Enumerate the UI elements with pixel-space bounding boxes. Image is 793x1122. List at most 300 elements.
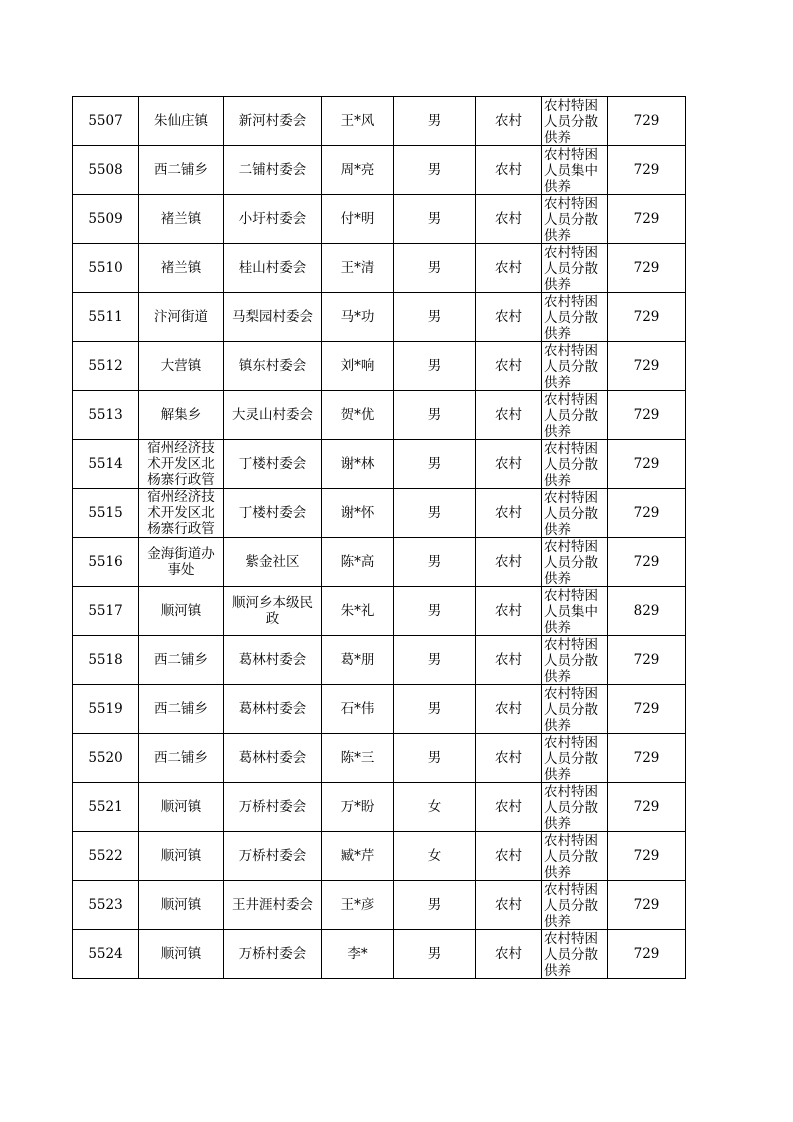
person-name-cell [322, 146, 394, 195]
village-committee-cell-text: 紫金社区 [245, 554, 300, 570]
town-cell-text: 顺河镇 [160, 603, 202, 619]
table-row [73, 587, 686, 636]
gender-cell [394, 293, 476, 342]
record-number-cell-text: 5509 [88, 211, 123, 227]
village-committee-cell-text: 葛林村委会 [238, 750, 307, 766]
support-type-cell-text: 农村特困人员分散供养 [544, 98, 598, 144]
town-cell-text: 褚兰镇 [160, 260, 202, 276]
record-number-cell-text: 5519 [88, 701, 123, 717]
record-number-cell-text: 5516 [88, 554, 123, 570]
household-area-cell [476, 930, 542, 979]
household-area-cell-text: 农村 [495, 897, 522, 913]
household-area-cell-text: 农村 [495, 946, 522, 962]
support-type-cell-text: 农村特困人员分散供养 [544, 931, 598, 977]
support-type-cell-text: 农村特困人员分散供养 [544, 539, 598, 585]
amount-cell [608, 930, 686, 979]
gender-cell-text: 男 [427, 456, 442, 472]
household-area-cell [476, 440, 542, 489]
support-type-cell-text: 农村特困人员分散供养 [544, 490, 598, 536]
village-committee-cell [224, 832, 322, 881]
table-row [73, 440, 686, 489]
household-area-cell [476, 538, 542, 587]
amount-cell [608, 489, 686, 538]
town-cell [139, 489, 224, 538]
gender-cell-text: 女 [427, 848, 442, 864]
person-name-cell-text: 谢*林 [340, 456, 375, 472]
amount-cell-text: 729 [633, 211, 660, 227]
record-number-cell [73, 685, 139, 734]
amount-cell-text: 729 [633, 897, 660, 913]
village-committee-cell [224, 930, 322, 979]
household-area-cell [476, 146, 542, 195]
household-area-cell-text: 农村 [495, 358, 522, 374]
household-area-cell [476, 489, 542, 538]
amount-cell [608, 244, 686, 293]
town-cell [139, 391, 224, 440]
amount-cell-text: 729 [633, 848, 660, 864]
village-committee-cell-text: 二铺村委会 [238, 162, 307, 178]
village-committee-cell [224, 146, 322, 195]
village-committee-cell-text: 马梨园村委会 [232, 309, 313, 325]
town-cell [139, 538, 224, 587]
support-type-cell-text: 农村特困人员集中供养 [544, 147, 598, 193]
record-number-cell-text: 5507 [88, 113, 123, 129]
person-name-cell-text: 臧*芹 [340, 848, 375, 864]
village-committee-cell [224, 342, 322, 391]
village-committee-cell [224, 293, 322, 342]
record-number-cell [73, 342, 139, 391]
support-type-cell [542, 734, 608, 783]
person-name-cell [322, 636, 394, 685]
table-row [73, 538, 686, 587]
household-area-cell [476, 391, 542, 440]
amount-cell [608, 195, 686, 244]
support-type-cell [542, 783, 608, 832]
gender-cell-text: 男 [427, 897, 442, 913]
amount-cell-text: 729 [633, 701, 660, 717]
household-area-cell [476, 783, 542, 832]
gender-cell-text: 男 [427, 652, 442, 668]
table-row [73, 391, 686, 440]
town-cell [139, 783, 224, 832]
amount-cell [608, 881, 686, 930]
household-area-cell-text: 农村 [495, 750, 522, 766]
household-area-cell [476, 342, 542, 391]
town-cell-text: 大营镇 [160, 358, 202, 374]
record-number-cell [73, 587, 139, 636]
support-type-cell-text: 农村特困人员分散供养 [544, 196, 598, 242]
person-name-cell [322, 587, 394, 636]
village-committee-cell-text: 万桥村委会 [238, 799, 307, 815]
amount-cell [608, 97, 686, 146]
person-name-cell [322, 734, 394, 783]
amount-cell [608, 783, 686, 832]
household-area-cell-text: 农村 [495, 603, 522, 619]
support-type-cell [542, 881, 608, 930]
town-cell [139, 587, 224, 636]
record-number-cell-text: 5511 [88, 309, 123, 325]
town-cell-text: 褚兰镇 [160, 211, 202, 227]
support-type-cell-text: 农村特困人员分散供养 [544, 882, 598, 928]
village-committee-cell [224, 195, 322, 244]
person-name-cell-text: 王*清 [340, 260, 375, 276]
gender-cell-text: 男 [427, 407, 442, 423]
amount-cell [608, 146, 686, 195]
table-row [73, 342, 686, 391]
town-cell [139, 293, 224, 342]
person-name-cell [322, 342, 394, 391]
gender-cell-text: 男 [427, 750, 442, 766]
table-row [73, 832, 686, 881]
support-type-cell [542, 636, 608, 685]
village-committee-cell-text: 葛林村委会 [238, 652, 307, 668]
town-cell [139, 342, 224, 391]
town-cell [139, 440, 224, 489]
village-committee-cell-text: 葛林村委会 [238, 701, 307, 717]
gender-cell [394, 881, 476, 930]
record-number-cell-text: 5517 [88, 603, 123, 619]
record-number-cell-text: 5523 [88, 897, 123, 913]
record-number-cell-text: 5520 [88, 750, 123, 766]
household-area-cell-text: 农村 [495, 652, 522, 668]
household-area-cell [476, 195, 542, 244]
amount-cell [608, 587, 686, 636]
gender-cell-text: 男 [427, 358, 442, 374]
support-type-cell [542, 440, 608, 489]
record-number-cell-text: 5510 [88, 260, 123, 276]
household-area-cell-text: 农村 [495, 407, 522, 423]
person-name-cell-text: 万*盼 [340, 799, 375, 815]
support-type-cell-text: 农村特困人员分散供养 [544, 735, 598, 781]
town-cell [139, 97, 224, 146]
table-row [73, 734, 686, 783]
amount-cell-text: 729 [633, 260, 660, 276]
household-area-cell-text: 农村 [495, 162, 522, 178]
person-name-cell-text: 谢*怀 [340, 505, 375, 521]
table-row [73, 97, 686, 146]
person-name-cell-text: 马*功 [340, 309, 375, 325]
gender-cell [394, 636, 476, 685]
support-type-cell-text: 农村特困人员分散供养 [544, 833, 598, 879]
person-name-cell-text: 石*伟 [340, 701, 375, 717]
person-name-cell-text: 朱*礼 [340, 603, 375, 619]
support-type-cell-text: 农村特困人员分散供养 [544, 245, 598, 291]
town-cell-text: 顺河镇 [160, 848, 202, 864]
amount-cell [608, 636, 686, 685]
record-number-cell-text: 5508 [88, 162, 123, 178]
person-name-cell-text: 葛*朋 [340, 652, 375, 668]
support-type-cell-text: 农村特困人员分散供养 [544, 686, 598, 732]
person-name-cell [322, 783, 394, 832]
household-area-cell [476, 832, 542, 881]
person-name-cell [322, 685, 394, 734]
record-number-cell [73, 489, 139, 538]
person-name-cell [322, 391, 394, 440]
village-committee-cell-text: 万桥村委会 [238, 946, 307, 962]
household-area-cell-text: 农村 [495, 456, 522, 472]
town-cell-text: 西二铺乡 [154, 701, 208, 717]
gender-cell-text: 女 [427, 799, 442, 815]
gender-cell [394, 244, 476, 293]
record-number-cell [73, 783, 139, 832]
support-type-cell [542, 97, 608, 146]
gender-cell [394, 195, 476, 244]
table-row [73, 293, 686, 342]
household-area-cell-text: 农村 [495, 554, 522, 570]
town-cell-text: 宿州经济技术开发区北杨寨行政管 [147, 440, 215, 488]
amount-cell-text: 829 [633, 603, 660, 619]
table-row [73, 783, 686, 832]
support-type-cell [542, 342, 608, 391]
village-committee-cell-text: 新河村委会 [238, 113, 307, 129]
gender-cell [394, 685, 476, 734]
gender-cell-text: 男 [427, 113, 442, 129]
village-committee-cell [224, 440, 322, 489]
household-area-cell-text: 农村 [495, 799, 522, 815]
household-area-cell [476, 734, 542, 783]
record-number-cell [73, 832, 139, 881]
town-cell-text: 西二铺乡 [154, 162, 208, 178]
village-committee-cell-text: 大灵山村委会 [232, 407, 313, 423]
gender-cell [394, 538, 476, 587]
record-number-cell-text: 5512 [88, 358, 123, 374]
household-area-cell [476, 685, 542, 734]
town-cell [139, 685, 224, 734]
person-name-cell-text: 贺*优 [340, 407, 375, 423]
record-number-cell-text: 5521 [88, 799, 123, 815]
household-area-cell-text: 农村 [495, 113, 522, 129]
village-committee-cell [224, 489, 322, 538]
record-number-cell-text: 5524 [88, 946, 123, 962]
gender-cell [394, 832, 476, 881]
record-number-cell-text: 5513 [88, 407, 123, 423]
amount-cell-text: 729 [633, 505, 660, 521]
village-committee-cell-text: 桂山村委会 [238, 260, 307, 276]
person-name-cell-text: 李* [347, 946, 368, 962]
person-name-cell-text: 付*明 [340, 211, 375, 227]
person-name-cell [322, 440, 394, 489]
town-cell [139, 244, 224, 293]
record-number-cell [73, 97, 139, 146]
amount-cell [608, 734, 686, 783]
household-area-cell-text: 农村 [495, 260, 522, 276]
amount-cell [608, 832, 686, 881]
support-type-cell [542, 391, 608, 440]
person-name-cell-text: 王*风 [340, 113, 375, 129]
village-committee-cell [224, 391, 322, 440]
village-committee-cell [224, 538, 322, 587]
support-type-cell [542, 146, 608, 195]
support-type-cell-text: 农村特困人员分散供养 [544, 441, 598, 487]
gender-cell-text: 男 [427, 162, 442, 178]
table-row [73, 244, 686, 293]
support-type-cell-text: 农村特困人员分散供养 [544, 343, 598, 389]
gender-cell [394, 97, 476, 146]
town-cell-text: 宿州经济技术开发区北杨寨行政管 [147, 489, 215, 537]
town-cell-text: 顺河镇 [160, 897, 202, 913]
relief-roster-table [72, 96, 686, 979]
record-number-cell [73, 881, 139, 930]
town-cell [139, 146, 224, 195]
amount-cell [608, 293, 686, 342]
town-cell [139, 832, 224, 881]
table-row [73, 146, 686, 195]
household-area-cell-text: 农村 [495, 309, 522, 325]
record-number-cell [73, 930, 139, 979]
household-area-cell-text: 农村 [495, 848, 522, 864]
amount-cell-text: 729 [633, 750, 660, 766]
record-number-cell [73, 195, 139, 244]
village-committee-cell [224, 685, 322, 734]
town-cell-text: 金海街道办事处 [147, 546, 215, 578]
table-row [73, 636, 686, 685]
amount-cell-text: 729 [633, 407, 660, 423]
record-number-cell [73, 440, 139, 489]
support-type-cell [542, 587, 608, 636]
household-area-cell [476, 881, 542, 930]
gender-cell-text: 男 [427, 309, 442, 325]
amount-cell [608, 440, 686, 489]
town-cell [139, 734, 224, 783]
support-type-cell-text: 农村特困人员分散供养 [544, 392, 598, 438]
gender-cell [394, 391, 476, 440]
record-number-cell [73, 244, 139, 293]
amount-cell [608, 538, 686, 587]
gender-cell-text: 男 [427, 603, 442, 619]
record-number-cell [73, 146, 139, 195]
gender-cell [394, 783, 476, 832]
gender-cell [394, 734, 476, 783]
record-number-cell-text: 5518 [88, 652, 123, 668]
person-name-cell [322, 538, 394, 587]
village-committee-cell [224, 587, 322, 636]
person-name-cell [322, 930, 394, 979]
person-name-cell [322, 244, 394, 293]
town-cell [139, 636, 224, 685]
person-name-cell-text: 刘*响 [340, 358, 375, 374]
person-name-cell-text: 陈*三 [340, 750, 375, 766]
person-name-cell [322, 293, 394, 342]
table-row [73, 489, 686, 538]
village-committee-cell [224, 636, 322, 685]
gender-cell-text: 男 [427, 260, 442, 276]
gender-cell [394, 440, 476, 489]
amount-cell [608, 391, 686, 440]
gender-cell-text: 男 [427, 505, 442, 521]
gender-cell [394, 587, 476, 636]
record-number-cell-text: 5522 [88, 848, 123, 864]
village-committee-cell [224, 734, 322, 783]
town-cell-text: 西二铺乡 [154, 652, 208, 668]
gender-cell-text: 男 [427, 701, 442, 717]
record-number-cell [73, 734, 139, 783]
amount-cell-text: 729 [633, 162, 660, 178]
amount-cell-text: 729 [633, 456, 660, 472]
household-area-cell [476, 97, 542, 146]
person-name-cell-text: 王*彦 [340, 897, 375, 913]
village-committee-cell [224, 783, 322, 832]
gender-cell [394, 489, 476, 538]
amount-cell-text: 729 [633, 309, 660, 325]
town-cell-text: 朱仙庄镇 [154, 113, 208, 129]
gender-cell-text: 男 [427, 554, 442, 570]
record-number-cell [73, 538, 139, 587]
support-type-cell [542, 930, 608, 979]
table-body [73, 97, 686, 979]
record-number-cell [73, 391, 139, 440]
village-committee-cell-text: 顺河乡本级民政 [232, 595, 313, 627]
record-number-cell-text: 5514 [88, 456, 123, 472]
household-area-cell [476, 636, 542, 685]
person-name-cell [322, 97, 394, 146]
town-cell-text: 顺河镇 [160, 799, 202, 815]
household-area-cell-text: 农村 [495, 701, 522, 717]
gender-cell-text: 男 [427, 211, 442, 227]
support-type-cell [542, 244, 608, 293]
support-type-cell-text: 农村特困人员集中供养 [544, 588, 598, 634]
town-cell-text: 西二铺乡 [154, 750, 208, 766]
table-row [73, 881, 686, 930]
household-area-cell-text: 农村 [495, 211, 522, 227]
table-row [73, 685, 686, 734]
amount-cell-text: 729 [633, 799, 660, 815]
support-type-cell-text: 农村特困人员分散供养 [544, 294, 598, 340]
gender-cell-text: 男 [427, 946, 442, 962]
village-committee-cell-text: 王井涯村委会 [232, 897, 313, 913]
village-committee-cell [224, 881, 322, 930]
support-type-cell [542, 832, 608, 881]
person-name-cell [322, 832, 394, 881]
town-cell-text: 汴河街道 [154, 309, 208, 325]
village-committee-cell-text: 万桥村委会 [238, 848, 307, 864]
amount-cell [608, 342, 686, 391]
village-committee-cell [224, 97, 322, 146]
person-name-cell [322, 881, 394, 930]
support-type-cell-text: 农村特困人员分散供养 [544, 637, 598, 683]
record-number-cell [73, 293, 139, 342]
table-row [73, 195, 686, 244]
person-name-cell [322, 489, 394, 538]
record-number-cell [73, 636, 139, 685]
gender-cell [394, 930, 476, 979]
amount-cell-text: 729 [633, 652, 660, 668]
support-type-cell [542, 489, 608, 538]
town-cell [139, 195, 224, 244]
support-type-cell [542, 685, 608, 734]
village-committee-cell-text: 镇东村委会 [238, 358, 307, 374]
household-area-cell [476, 244, 542, 293]
town-cell-text: 解集乡 [160, 407, 202, 423]
amount-cell-text: 729 [633, 946, 660, 962]
village-committee-cell-text: 小圩村委会 [238, 211, 307, 227]
table-row [73, 930, 686, 979]
support-type-cell [542, 293, 608, 342]
amount-cell-text: 729 [633, 358, 660, 374]
amount-cell-text: 729 [633, 554, 660, 570]
record-number-cell-text: 5515 [88, 505, 123, 521]
town-cell [139, 930, 224, 979]
person-name-cell-text: 周*亮 [340, 162, 375, 178]
person-name-cell-text: 陈*高 [340, 554, 375, 570]
village-committee-cell-text: 丁楼村委会 [238, 505, 307, 521]
village-committee-cell-text: 丁楼村委会 [238, 456, 307, 472]
support-type-cell-text: 农村特困人员分散供养 [544, 784, 598, 830]
household-area-cell [476, 293, 542, 342]
gender-cell [394, 146, 476, 195]
town-cell-text: 顺河镇 [160, 946, 202, 962]
support-type-cell [542, 195, 608, 244]
gender-cell [394, 342, 476, 391]
